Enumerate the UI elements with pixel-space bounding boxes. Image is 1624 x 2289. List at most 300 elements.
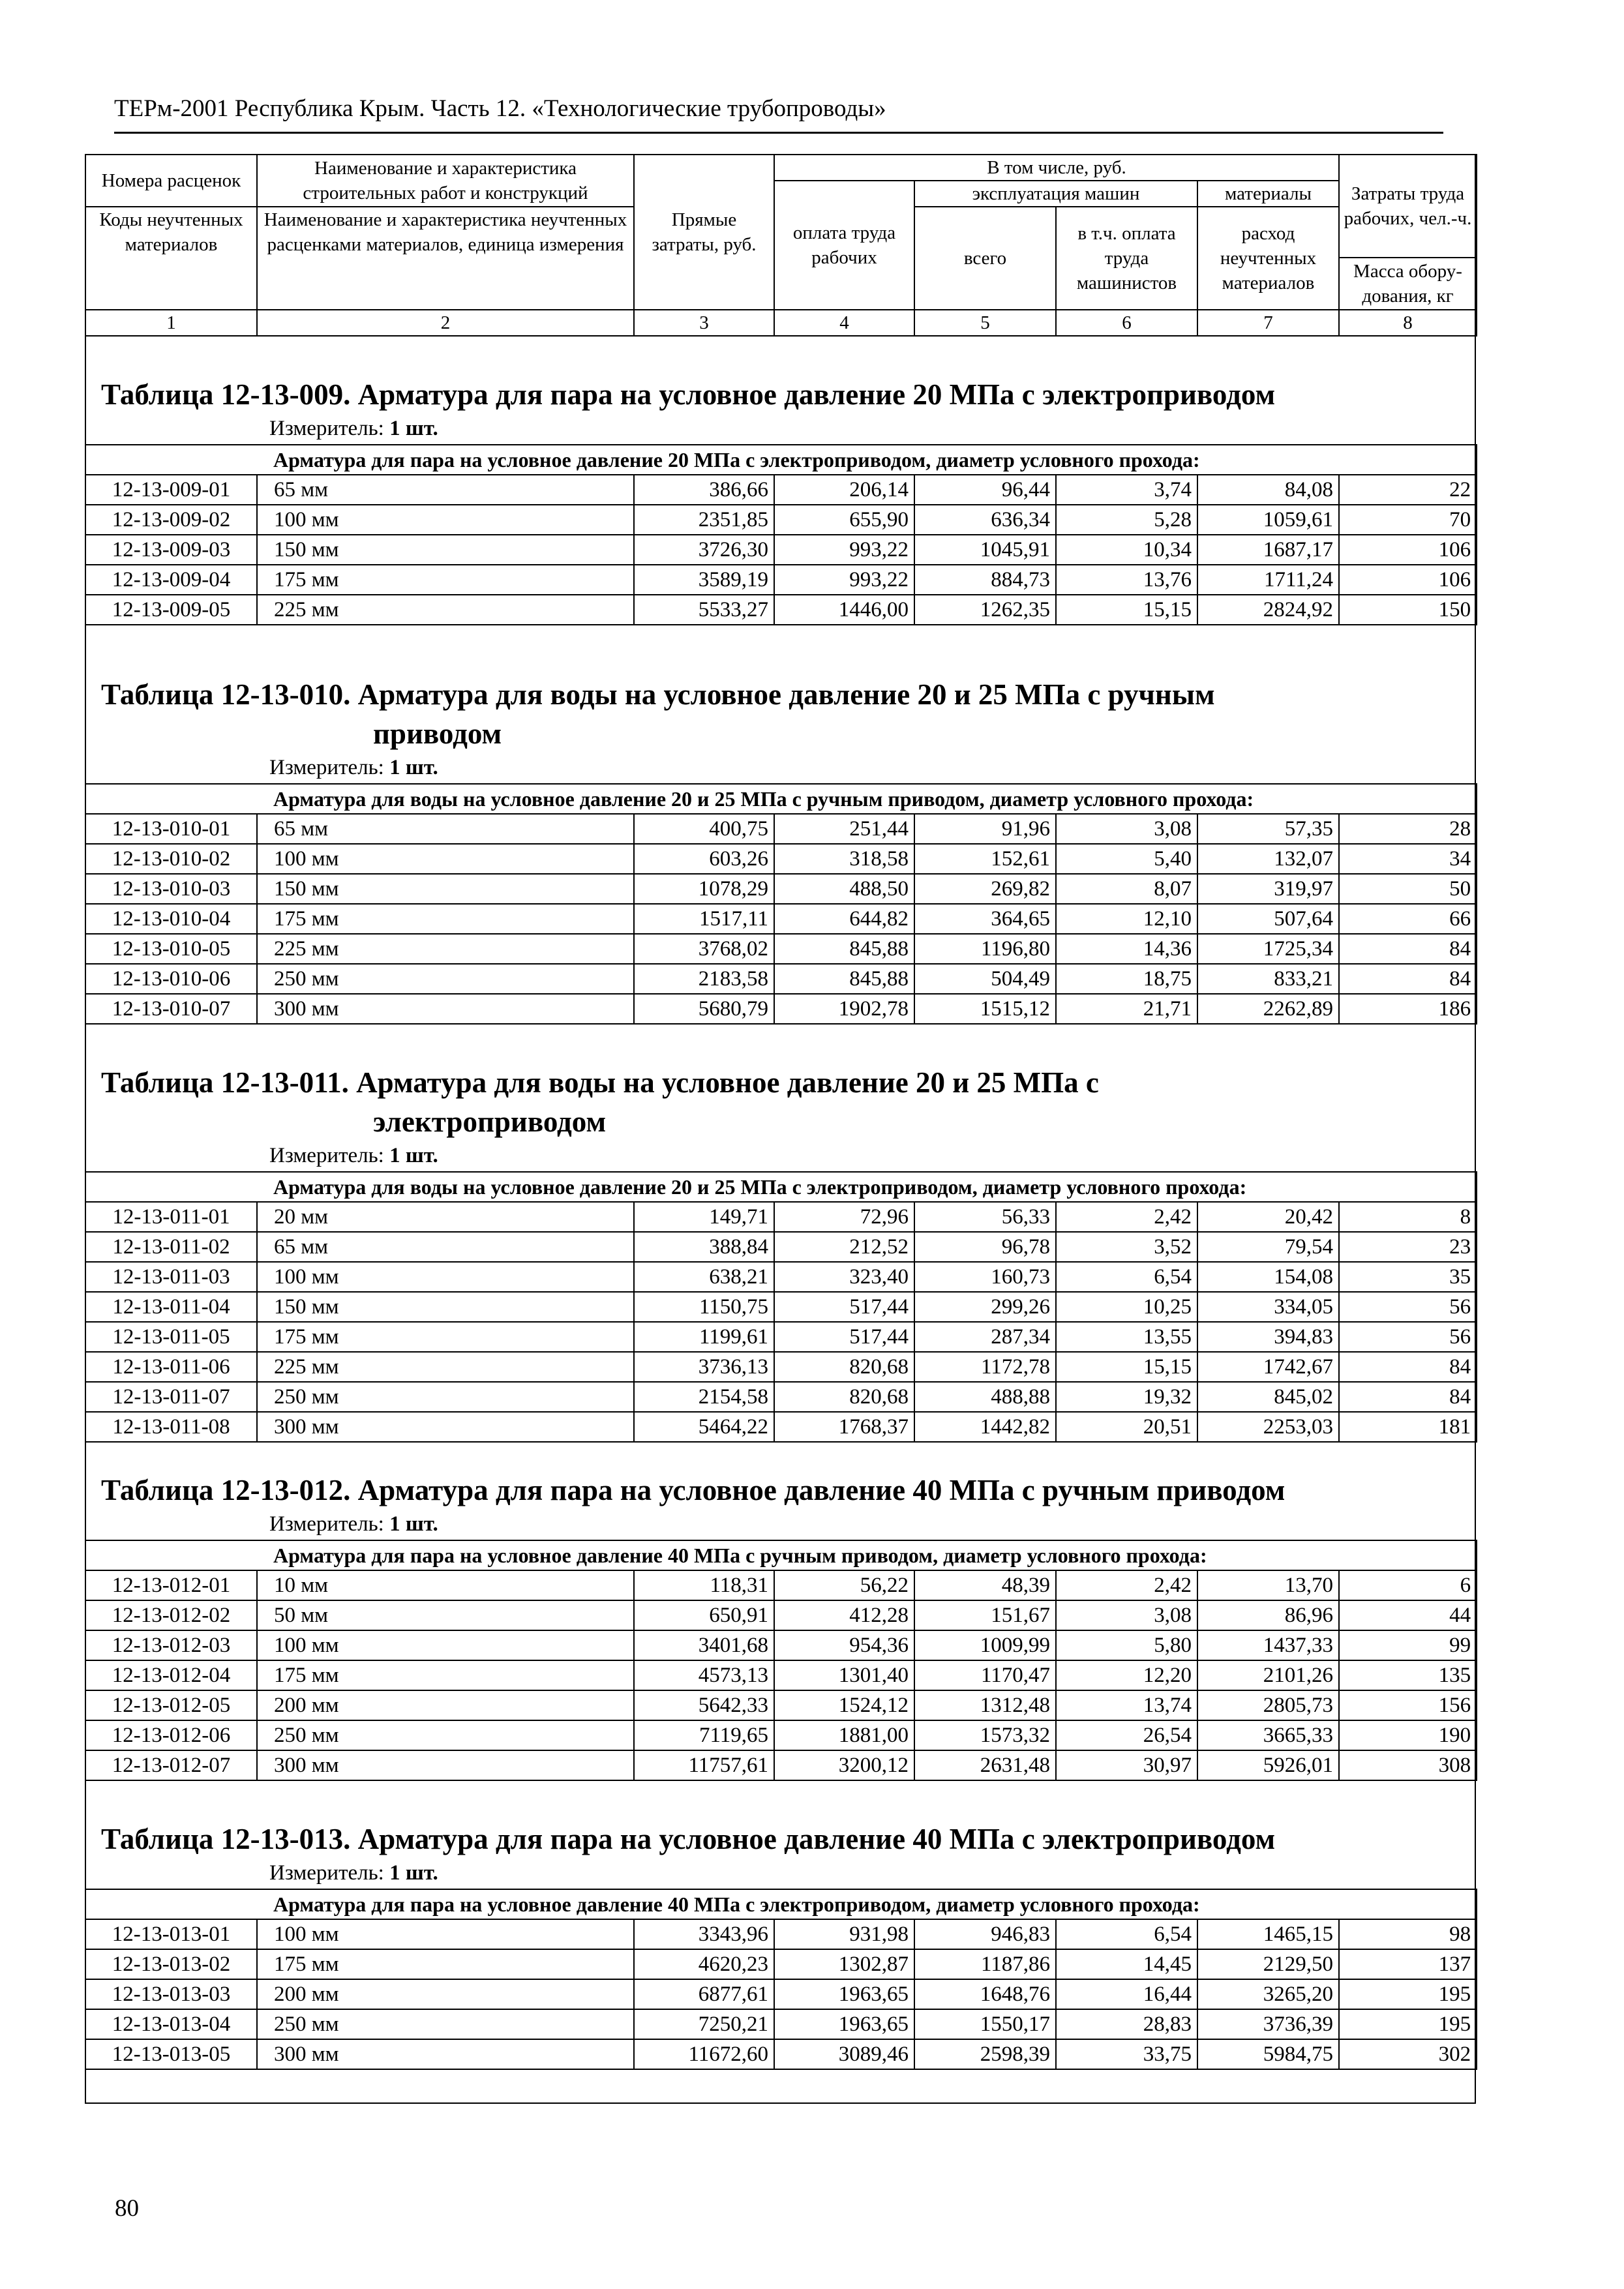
table-row: [85, 844, 1477, 874]
labor-hours: 84: [1339, 934, 1477, 964]
direct-costs: 1199,61: [634, 1322, 774, 1352]
labor-hours: 6: [1339, 1570, 1477, 1600]
materials-cost: 833,21: [1197, 964, 1339, 994]
machines-total: 1550,17: [914, 2009, 1056, 2039]
diameter: 100 мм: [257, 1630, 634, 1660]
diameter: 65 мм: [257, 1232, 634, 1262]
rate-code: 12-13-012-06: [85, 1720, 257, 1750]
direct-costs: 4620,23: [634, 1949, 774, 1979]
machinist-wages: 14,36: [1056, 934, 1197, 964]
rate-code: 12-13-011-07: [85, 1382, 257, 1412]
diameter: 300 мм: [257, 1412, 634, 1442]
labor-hours: 22: [1339, 475, 1477, 505]
machinist-wages: 5,28: [1056, 505, 1197, 535]
col2-header-top: Наименование и характеристика строительных работ и конструкций: [257, 155, 634, 207]
labor-hours: 56: [1339, 1292, 1477, 1322]
table-row: [85, 1232, 1477, 1262]
diameter: 300 мм: [257, 1750, 634, 1780]
rate-code: 12-13-012-04: [85, 1660, 257, 1690]
labor-wages: 993,22: [774, 565, 914, 595]
machines-total: 1648,76: [914, 1979, 1056, 2009]
labor-wages: 251,44: [774, 814, 914, 844]
column-number: 2: [257, 310, 634, 336]
labor-hours: 137: [1339, 1949, 1477, 1979]
direct-costs: 603,26: [634, 844, 774, 874]
rate-code: 12-13-009-02: [85, 505, 257, 535]
machinist-wages: 5,40: [1056, 844, 1197, 874]
machinist-wages: 19,32: [1056, 1382, 1197, 1412]
labor-wages: 72,96: [774, 1202, 914, 1232]
diameter: 150 мм: [257, 535, 634, 565]
materials-cost: 154,08: [1197, 1262, 1339, 1292]
machines-total: 1515,12: [914, 994, 1056, 1024]
column-number: 8: [1339, 310, 1477, 336]
column-header: [85, 154, 1477, 337]
table-row: [85, 1630, 1477, 1660]
direct-costs: 5464,22: [634, 1412, 774, 1442]
table-title: [101, 1063, 1476, 1141]
table-title-line: Таблица 12-13-013. Арматура для пара на условное давление 40 МПа с электроприводом: [101, 1823, 1276, 1855]
column-number: 7: [1197, 310, 1339, 336]
direct-costs: 5680,79: [634, 994, 774, 1024]
column-number: 4: [774, 310, 914, 336]
direct-costs: 2351,85: [634, 505, 774, 535]
machines-total: 1312,48: [914, 1690, 1056, 1720]
materials-cost: 20,42: [1197, 1202, 1339, 1232]
machines-total: 96,44: [914, 475, 1056, 505]
materials-cost: 2253,03: [1197, 1412, 1339, 1442]
rate-table-section: [85, 675, 1476, 1025]
machines-total: 1187,86: [914, 1949, 1056, 1979]
table-row: [85, 1750, 1477, 1780]
table-subheader: Арматура для воды на условное давление 20 и 25 МПа с ручным приводом, диаметр условного прохода:: [85, 784, 1477, 814]
labor-hours: 150: [1339, 595, 1477, 625]
labor-hours: 106: [1339, 565, 1477, 595]
labor-hours: 84: [1339, 964, 1477, 994]
table-row: [85, 505, 1477, 535]
machinist-wages: 33,75: [1056, 2039, 1197, 2069]
rate-code: 12-13-011-03: [85, 1262, 257, 1292]
col3-header: Прямые затраты, руб.: [634, 155, 774, 310]
unit-value: 1 шт.: [389, 1861, 438, 1885]
table-row: [85, 1660, 1477, 1690]
table-row: [85, 1292, 1477, 1322]
labor-wages: 517,44: [774, 1292, 914, 1322]
table-row: [85, 1979, 1477, 2009]
table-row: [85, 874, 1477, 904]
machines-total: 488,88: [914, 1382, 1056, 1412]
unit-label: Измеритель:: [269, 1144, 384, 1167]
machinist-wages: 26,54: [1056, 1720, 1197, 1750]
machines-total: 2598,39: [914, 2039, 1056, 2069]
direct-costs: 6877,61: [634, 1979, 774, 2009]
labor-hours: 98: [1339, 1919, 1477, 1949]
machinist-wages: 6,54: [1056, 1919, 1197, 1949]
labor-hours: 70: [1339, 505, 1477, 535]
diameter: 150 мм: [257, 874, 634, 904]
direct-costs: 1517,11: [634, 904, 774, 934]
table-row: [85, 1262, 1477, 1292]
unit-line: [269, 1141, 1476, 1170]
machinist-wages: 3,52: [1056, 1232, 1197, 1262]
materials-cost: 3736,39: [1197, 2009, 1339, 2039]
direct-costs: 3726,30: [634, 535, 774, 565]
machinist-wages: 12,20: [1056, 1660, 1197, 1690]
rate-code: 12-13-011-06: [85, 1352, 257, 1382]
labor-hours: 135: [1339, 1660, 1477, 1690]
table-row: [85, 1352, 1477, 1382]
direct-costs: 7250,21: [634, 2009, 774, 2039]
materials-cost: 1725,34: [1197, 934, 1339, 964]
materials-cost: 2101,26: [1197, 1660, 1339, 1690]
rate-code: 12-13-012-03: [85, 1630, 257, 1660]
rate-table: [85, 783, 1477, 1025]
direct-costs: 7119,65: [634, 1720, 774, 1750]
table-title-line: Таблица 12-13-010. Арматура для воды на условное давление 20 и 25 МПа с ручным: [101, 678, 1215, 711]
column-number: 5: [914, 310, 1056, 336]
machines-total: 1196,80: [914, 934, 1056, 964]
labor-wages: 820,68: [774, 1352, 914, 1382]
machines-total: 1262,35: [914, 595, 1056, 625]
machines-total: 1009,99: [914, 1630, 1056, 1660]
labor-wages: 993,22: [774, 535, 914, 565]
rate-code: 12-13-012-05: [85, 1690, 257, 1720]
machinist-wages: 8,07: [1056, 874, 1197, 904]
col4-header: оплата труда рабочих: [774, 181, 914, 310]
labor-hours: 308: [1339, 1750, 1477, 1780]
unit-line: [269, 414, 1476, 443]
machinist-wages: 2,42: [1056, 1202, 1197, 1232]
materials-cost: 394,83: [1197, 1322, 1339, 1352]
labor-hours: 106: [1339, 535, 1477, 565]
table-row: [85, 535, 1477, 565]
machines-total: 2631,48: [914, 1750, 1056, 1780]
direct-costs: 1078,29: [634, 874, 774, 904]
labor-hours: 156: [1339, 1690, 1477, 1720]
rate-code: 12-13-011-05: [85, 1322, 257, 1352]
labor-wages: 3200,12: [774, 1750, 914, 1780]
table-row: [85, 814, 1477, 844]
diameter: 65 мм: [257, 475, 634, 505]
unit-value: 1 шт.: [389, 417, 438, 440]
materials-cost: 5984,75: [1197, 2039, 1339, 2069]
diameter: 175 мм: [257, 565, 634, 595]
labor-hours: 28: [1339, 814, 1477, 844]
materials-cost: 1059,61: [1197, 505, 1339, 535]
direct-costs: 118,31: [634, 1570, 774, 1600]
machines-total: 287,34: [914, 1322, 1056, 1352]
diameter: 250 мм: [257, 2009, 634, 2039]
table-row: [85, 2039, 1477, 2069]
diameter: 300 мм: [257, 994, 634, 1024]
labor-wages: 1881,00: [774, 1720, 914, 1750]
direct-costs: 4573,13: [634, 1660, 774, 1690]
machinist-wages: 28,83: [1056, 2009, 1197, 2039]
machinist-wages: 13,74: [1056, 1690, 1197, 1720]
col8-header-bottom: Масса обору-дования, кг: [1339, 258, 1477, 310]
diameter: 100 мм: [257, 1262, 634, 1292]
labor-wages: 1768,37: [774, 1412, 914, 1442]
materials-cost: 1437,33: [1197, 1630, 1339, 1660]
labor-wages: 931,98: [774, 1919, 914, 1949]
labor-hours: 84: [1339, 1352, 1477, 1382]
machinist-wages: 14,45: [1056, 1949, 1197, 1979]
labor-hours: 66: [1339, 904, 1477, 934]
materials-header: материалы: [1197, 181, 1339, 207]
rate-code: 12-13-013-02: [85, 1949, 257, 1979]
labor-hours: 56: [1339, 1322, 1477, 1352]
machines-total: 96,78: [914, 1232, 1056, 1262]
labor-wages: 954,36: [774, 1630, 914, 1660]
table-title: [101, 675, 1476, 753]
header-rule: [114, 132, 1443, 134]
direct-costs: 2183,58: [634, 964, 774, 994]
labor-wages: 412,28: [774, 1600, 914, 1630]
materials-cost: 845,02: [1197, 1382, 1339, 1412]
rate-code: 12-13-010-05: [85, 934, 257, 964]
labor-wages: 1302,87: [774, 1949, 914, 1979]
table-title: [101, 1819, 1476, 1859]
diameter: 300 мм: [257, 2039, 634, 2069]
labor-hours: 50: [1339, 874, 1477, 904]
machinist-wages: 15,15: [1056, 1352, 1197, 1382]
direct-costs: 11757,61: [634, 1750, 774, 1780]
labor-wages: 488,50: [774, 874, 914, 904]
labor-hours: 23: [1339, 1232, 1477, 1262]
direct-costs: 638,21: [634, 1262, 774, 1292]
machines-total: 299,26: [914, 1292, 1056, 1322]
table-title-line: [101, 714, 1476, 753]
table-row: [85, 934, 1477, 964]
materials-cost: 2262,89: [1197, 994, 1339, 1024]
materials-cost: 84,08: [1197, 475, 1339, 505]
diameter: 250 мм: [257, 1382, 634, 1412]
rate-code: 12-13-013-04: [85, 2009, 257, 2039]
table-row: [85, 964, 1477, 994]
table-subheader: Арматура для пара на условное давление 40 МПа с ручным приводом, диаметр условного прохода:: [85, 1540, 1477, 1570]
labor-wages: 1963,65: [774, 2009, 914, 2039]
diameter: 175 мм: [257, 904, 634, 934]
materials-cost: 2824,92: [1197, 595, 1339, 625]
diameter: 175 мм: [257, 1949, 634, 1979]
materials-cost: 132,07: [1197, 844, 1339, 874]
machinist-wages: 5,80: [1056, 1630, 1197, 1660]
machinist-wages: 13,76: [1056, 565, 1197, 595]
rate-code: 12-13-012-01: [85, 1570, 257, 1600]
materials-cost: 86,96: [1197, 1600, 1339, 1630]
direct-costs: 5533,27: [634, 595, 774, 625]
table-title-continuation: электроприводом: [373, 1105, 607, 1138]
table-subheader: Арматура для воды на условное давление 20 и 25 МПа с электроприводом, диаметр условного прохода:: [85, 1172, 1477, 1202]
machines-total: 946,83: [914, 1919, 1056, 1949]
rate-code: 12-13-012-02: [85, 1600, 257, 1630]
materials-cost: 57,35: [1197, 814, 1339, 844]
machinist-wages: 21,71: [1056, 994, 1197, 1024]
direct-costs: 650,91: [634, 1600, 774, 1630]
rate-table: [85, 444, 1477, 625]
table-row: [85, 1949, 1477, 1979]
labor-wages: 318,58: [774, 844, 914, 874]
machinist-wages: 12,10: [1056, 904, 1197, 934]
labor-hours: 34: [1339, 844, 1477, 874]
machines-total: 1045,91: [914, 535, 1056, 565]
direct-costs: 1150,75: [634, 1292, 774, 1322]
machines-total: 636,34: [914, 505, 1056, 535]
table-row: [85, 994, 1477, 1024]
machines-total: 91,96: [914, 814, 1056, 844]
materials-cost: 1687,17: [1197, 535, 1339, 565]
table-row: [85, 2009, 1477, 2039]
table-row: [85, 1382, 1477, 1412]
machinist-wages: 20,51: [1056, 1412, 1197, 1442]
diameter: 100 мм: [257, 505, 634, 535]
diameter: 175 мм: [257, 1660, 634, 1690]
labor-hours: 99: [1339, 1630, 1477, 1660]
machines-total: 152,61: [914, 844, 1056, 874]
unit-value: 1 шт.: [389, 756, 438, 779]
machines-header: эксплуатация машин: [914, 181, 1197, 207]
rate-code: 12-13-012-07: [85, 1750, 257, 1780]
diameter: 100 мм: [257, 844, 634, 874]
rate-code: 12-13-010-04: [85, 904, 257, 934]
labor-hours: 44: [1339, 1600, 1477, 1630]
rate-code: 12-13-009-04: [85, 565, 257, 595]
machines-total: 1172,78: [914, 1352, 1056, 1382]
materials-cost: 319,97: [1197, 874, 1339, 904]
diameter: 175 мм: [257, 1322, 634, 1352]
table-row: [85, 1919, 1477, 1949]
direct-costs: 5642,33: [634, 1690, 774, 1720]
unit-line: [269, 1510, 1476, 1538]
machines-total: 884,73: [914, 565, 1056, 595]
labor-wages: 56,22: [774, 1570, 914, 1600]
column-number: 6: [1056, 310, 1197, 336]
col5-header: всего: [914, 207, 1056, 310]
table-subheader: Арматура для пара на условное давление 20 МПа с электроприводом, диаметр условного прохода:: [85, 445, 1477, 475]
table-row: [85, 1412, 1477, 1442]
unit-line: [269, 1859, 1476, 1887]
rate-table: [85, 1540, 1477, 1781]
rate-code: 12-13-010-01: [85, 814, 257, 844]
unit-label: Измеритель:: [269, 1861, 384, 1885]
diameter: 225 мм: [257, 1352, 634, 1382]
table-row: [85, 1690, 1477, 1720]
diameter: 200 мм: [257, 1979, 634, 2009]
labor-wages: 212,52: [774, 1232, 914, 1262]
machinist-wages: 10,25: [1056, 1292, 1197, 1322]
machinist-wages: 30,97: [1056, 1750, 1197, 1780]
direct-costs: 3589,19: [634, 565, 774, 595]
machines-total: 1573,32: [914, 1720, 1056, 1750]
labor-hours: 84: [1339, 1382, 1477, 1412]
machinist-wages: 13,55: [1056, 1322, 1197, 1352]
column-number: 1: [85, 310, 257, 336]
rate-code: 12-13-010-02: [85, 844, 257, 874]
materials-cost: 334,05: [1197, 1292, 1339, 1322]
labor-hours: 195: [1339, 2009, 1477, 2039]
rate-table: [85, 1171, 1477, 1443]
table-row: [85, 904, 1477, 934]
direct-costs: 149,71: [634, 1202, 774, 1232]
machinist-wages: 16,44: [1056, 1979, 1197, 2009]
machines-total: 48,39: [914, 1570, 1056, 1600]
machinist-wages: 6,54: [1056, 1262, 1197, 1292]
unit-line: [269, 753, 1476, 782]
col7-header: расход неучтенных материалов: [1197, 207, 1339, 310]
direct-costs: 3736,13: [634, 1352, 774, 1382]
labor-wages: 1524,12: [774, 1690, 914, 1720]
machines-total: 1170,47: [914, 1660, 1056, 1690]
table-row: [85, 565, 1477, 595]
machinist-wages: 15,15: [1056, 595, 1197, 625]
diameter: 10 мм: [257, 1570, 634, 1600]
diameter: 20 мм: [257, 1202, 634, 1232]
table-title: [101, 375, 1476, 414]
machines-total: 269,82: [914, 874, 1056, 904]
materials-cost: 3265,20: [1197, 1979, 1339, 2009]
direct-costs: 11672,60: [634, 2039, 774, 2069]
unit-value: 1 шт.: [389, 1144, 438, 1167]
rate-code: 12-13-011-08: [85, 1412, 257, 1442]
machinist-wages: 3,08: [1056, 1600, 1197, 1630]
machinist-wages: 2,42: [1056, 1570, 1197, 1600]
table-row: [85, 1322, 1477, 1352]
rate-code: 12-13-010-07: [85, 994, 257, 1024]
rate-code: 12-13-009-01: [85, 475, 257, 505]
unit-label: Измеритель:: [269, 417, 384, 440]
materials-cost: 507,64: [1197, 904, 1339, 934]
table-row: [85, 475, 1477, 505]
col6-header: в т.ч. оплата труда машинистов: [1056, 207, 1197, 310]
table-row: [85, 1600, 1477, 1630]
machinist-wages: 3,74: [1056, 475, 1197, 505]
rate-code: 12-13-010-06: [85, 964, 257, 994]
rate-code: 12-13-010-03: [85, 874, 257, 904]
unit-label: Измеритель:: [269, 1512, 384, 1536]
direct-costs: 3401,68: [634, 1630, 774, 1660]
diameter: 65 мм: [257, 814, 634, 844]
column-number: 3: [634, 310, 774, 336]
rate-code: 12-13-009-03: [85, 535, 257, 565]
materials-cost: 1465,15: [1197, 1919, 1339, 1949]
labor-wages: 644,82: [774, 904, 914, 934]
diameter: 225 мм: [257, 934, 634, 964]
rate-table-section: [85, 1063, 1476, 1443]
table-subheader: Арматура для пара на условное давление 40 МПа с электроприводом, диаметр условного прохода:: [85, 1889, 1477, 1919]
labor-wages: 206,14: [774, 475, 914, 505]
rate-code: 12-13-009-05: [85, 595, 257, 625]
labor-hours: 195: [1339, 1979, 1477, 2009]
col2-header-bottom: Наименование и характеристика неучтенных расценками материалов, единица измерения: [257, 207, 634, 310]
rate-code: 12-13-013-03: [85, 1979, 257, 2009]
diameter: 100 мм: [257, 1919, 634, 1949]
diameter: 150 мм: [257, 1292, 634, 1322]
labor-wages: 323,40: [774, 1262, 914, 1292]
table-title-line: Таблица 12-13-012. Арматура для пара на условное давление 40 МПа с ручным приводом: [101, 1474, 1286, 1506]
materials-cost: 2805,73: [1197, 1690, 1339, 1720]
labor-wages: 3089,46: [774, 2039, 914, 2069]
materials-cost: 5926,01: [1197, 1750, 1339, 1780]
materials-cost: 2129,50: [1197, 1949, 1339, 1979]
table-row: [85, 1202, 1477, 1232]
unit-value: 1 шт.: [389, 1512, 438, 1536]
labor-wages: 1301,40: [774, 1660, 914, 1690]
rate-code: 12-13-013-05: [85, 2039, 257, 2069]
labor-wages: 1963,65: [774, 1979, 914, 2009]
rate-code: 12-13-011-01: [85, 1202, 257, 1232]
machines-total: 1442,82: [914, 1412, 1056, 1442]
rate-table: [85, 1889, 1477, 2070]
